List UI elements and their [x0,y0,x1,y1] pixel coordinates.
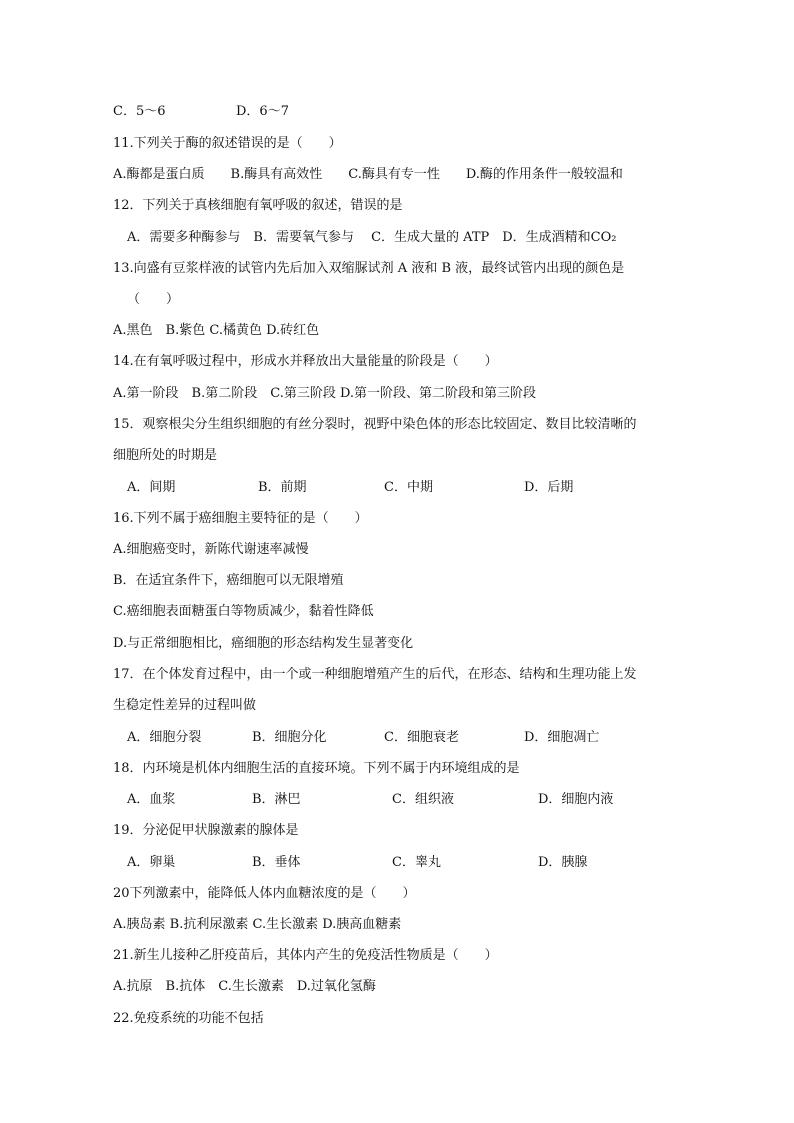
text-line: D.与正常细胞相比，癌细胞的形态结构发生显著变化 [113,636,414,651]
text-line: 细胞所处的时期是 [113,448,218,463]
text-line: 12．下列关于真核细胞有氧呼吸的叙述，错误的是 [113,198,403,213]
text-line: 生稳定性差异的过程叫做 [113,698,257,713]
text-line: C.癌细胞表面糖蛋白等物质减少，黏着性降低 [113,604,374,619]
text-line: A.第一阶段 B.第二阶段 C.第三阶段 D.第一阶段、第二阶段和第三阶段 [113,386,537,401]
answer-option: D．细胞内液 [538,792,614,807]
text-line: 21.新生儿接种乙肝疫苗后，其体内产生的免疫活性物质是（ ） [113,948,498,963]
answer-option: A．血浆 [127,792,176,807]
text-line: 14.在有氧呼吸过程中，形成水并释放出大量能量的阶段是（ ） [113,354,498,369]
text-line: （ ） [127,292,180,307]
answer-option: C．5～6 [113,104,166,119]
answer-option: B．细胞分化 [252,730,327,745]
text-line: 19．分泌促甲状腺激素的腺体是 [113,823,299,838]
answer-option: D．细胞凋亡 [524,730,600,745]
text-line: B．在适宜条件下，癌细胞可以无限增殖 [113,573,344,588]
answer-option: D．后期 [524,480,574,495]
text-line: 18．内环境是机体内细胞生活的直接环境。下列不属于内环境组成的是 [113,761,520,776]
answer-option: A．卵巢 [127,855,176,870]
answer-option: A．细胞分裂 [127,730,202,745]
answer-option: A．间期 [127,480,176,495]
text-line: A.胰岛素 B.抗利尿激素 C.生长激素 D.胰高血糖素 [113,917,402,932]
text-line: A．需要多种酶参与 B．需要氧气参与 C．生成大量的 ATP D．生成酒精和CO₂ [127,230,617,245]
text-line: A.黑色 B.紫色 C.橘黄色 D.砖红色 [113,323,320,338]
text-line: A.细胞癌变时，新陈代谢速率减慢 [113,542,309,557]
text-line: 15．观察根尖分生组织细胞的有丝分裂时，视野中染色体的形态比较固定、数目比较清晰的 [113,417,637,432]
answer-option: C．中期 [384,480,433,495]
text-line: 17．在个体发育过程中，由一个或一种细胞增殖产生的后代，在形态、结构和生理功能上发 [113,667,637,682]
text-line: 13.向盛有豆浆样液的试管内先后加入双缩脲试剂 A 液和 B 液，最终试管内出现的颜色是 [113,261,625,276]
answer-option: C．睾丸 [392,855,441,870]
text-line: A.抗原 B.抗体 C.生长激素 D.过氧化氢酶 [113,979,376,994]
answer-option: B．淋巴 [252,792,301,807]
answer-option: B．前期 [258,480,307,495]
answer-option: D．6～7 [236,104,289,119]
answer-option: B．垂体 [252,855,301,870]
text-line: 20下列激素中，能降低人体内血糖浓度的是（ ） [113,886,416,901]
answer-option: C．细胞衰老 [384,730,459,745]
text-line: 11.下列关于酶的叙述错误的是（ ） [113,136,342,151]
text-line: 22.免疫系统的功能不包括 [113,1011,264,1026]
answer-option: C．组织液 [392,792,454,807]
text-line: 16.下列不属于癌细胞主要特征的是（ ） [113,511,368,526]
answer-option: D．胰腺 [538,855,588,870]
text-line: A.酶都是蛋白质 B.酶具有高效性 C.酶具有专一性 D.酶的作用条件一般较温和 [113,167,623,182]
